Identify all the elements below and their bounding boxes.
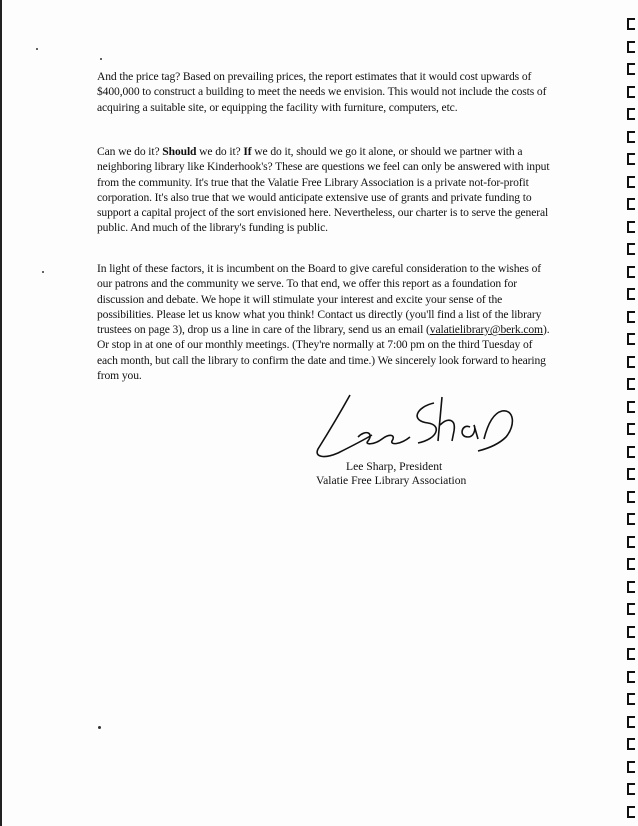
paragraph-text: we do it, should we go it alone, or should we partner with a neighboring library like Kinderhook's? These are questions we feel can only be answered with input from the community. It's true that the Valatie Free Library Association is a private not-for-profit corporation. It's also true that we would anticipate extensive use of grants and private funding to support a capital project of the sort envisioned here. Nevertheless, our charter is to serve the general public. And much of the library's funding is public. bbox=[97, 145, 550, 235]
punch-hole-mark bbox=[627, 536, 635, 548]
email-link[interactable]: valatielibrary@berk.com bbox=[429, 323, 543, 337]
punch-hole-mark bbox=[627, 603, 635, 615]
punch-hole-mark bbox=[627, 311, 635, 323]
punch-hole-mark bbox=[627, 221, 635, 233]
punch-hole-mark bbox=[627, 738, 635, 750]
scan-left-edge bbox=[0, 0, 2, 826]
punch-hole-mark bbox=[627, 671, 635, 683]
paragraph-text: And the price tag? Based on prevailing prices, the report estimates that it would cost upwards of $400,000 to construct a building to meet the needs we envision. This would not include the costs of acquiring a suitable site, or equipping the facility with furniture, computers, etc. bbox=[97, 70, 547, 114]
punch-hole-mark bbox=[627, 446, 635, 458]
signatory-name: Lee Sharp, President bbox=[346, 460, 443, 473]
punch-hole-mark bbox=[627, 491, 635, 503]
punch-hole-mark bbox=[627, 581, 635, 593]
punch-hole-mark bbox=[627, 266, 635, 278]
punch-hole-mark bbox=[627, 18, 635, 30]
punch-hole-mark bbox=[627, 401, 635, 413]
punch-hole-mark bbox=[627, 423, 635, 435]
emphasis-if: If bbox=[243, 145, 252, 158]
punch-hole-mark bbox=[627, 806, 635, 818]
punch-hole-mark bbox=[627, 626, 635, 638]
punch-hole-mark bbox=[627, 648, 635, 660]
punch-hole-mark bbox=[627, 378, 635, 390]
punch-hole-mark bbox=[627, 693, 635, 705]
punch-hole-mark bbox=[627, 86, 635, 98]
scan-speck bbox=[98, 726, 101, 729]
punch-hole-mark bbox=[627, 513, 635, 525]
paragraph-text: Can we do it? bbox=[97, 145, 163, 158]
punch-hole-mark bbox=[627, 153, 635, 165]
binder-punch-holes bbox=[622, 0, 638, 826]
punch-hole-mark bbox=[627, 558, 635, 570]
punch-hole-mark bbox=[627, 198, 635, 210]
paragraph-contact bbox=[97, 261, 552, 383]
punch-hole-mark bbox=[627, 63, 635, 75]
scan-speck bbox=[36, 48, 38, 50]
punch-hole-mark bbox=[627, 716, 635, 728]
paragraph-text: In light of these factors, it is incumbent on the Board to give careful consideration to the wishes of our patrons and the community we serve. To that end, we offer this report as a foundation for discussion and debate. We hope it will stimulate your interest and excite your sense of the possibilities. Please let us know what you think! Contact us directly (you'll find a list of the library trustees on page 3), drop us a line in care of the library, send us an email ( bbox=[97, 262, 542, 337]
paragraph-can-we-do-it bbox=[97, 144, 552, 236]
paragraph-price-tag bbox=[97, 69, 552, 115]
punch-hole-mark bbox=[627, 131, 635, 143]
emphasis-should: Should bbox=[162, 145, 197, 158]
punch-hole-mark bbox=[627, 41, 635, 53]
signatory-organization: Valatie Free Library Association bbox=[316, 474, 467, 487]
punch-hole-mark bbox=[627, 356, 635, 368]
punch-hole-mark bbox=[627, 333, 635, 345]
punch-hole-mark bbox=[627, 468, 635, 480]
punch-hole-mark bbox=[627, 176, 635, 188]
handwritten-signature bbox=[310, 383, 520, 463]
scan-speck bbox=[42, 271, 44, 273]
paragraph-text: we do it? bbox=[196, 145, 244, 158]
punch-hole-mark bbox=[627, 288, 635, 300]
punch-hole-mark bbox=[627, 108, 635, 120]
paragraph-text: ). Or stop in at one of our monthly meetings. (They're normally at 7:00 pm on the third Tuesday of each month, but call the library to confirm the date and time.) We sincerely look forward to hearing from you. bbox=[97, 323, 550, 383]
punch-hole-mark bbox=[627, 243, 635, 255]
scan-speck bbox=[100, 58, 102, 60]
punch-hole-mark bbox=[627, 761, 635, 773]
punch-hole-mark bbox=[627, 783, 635, 795]
